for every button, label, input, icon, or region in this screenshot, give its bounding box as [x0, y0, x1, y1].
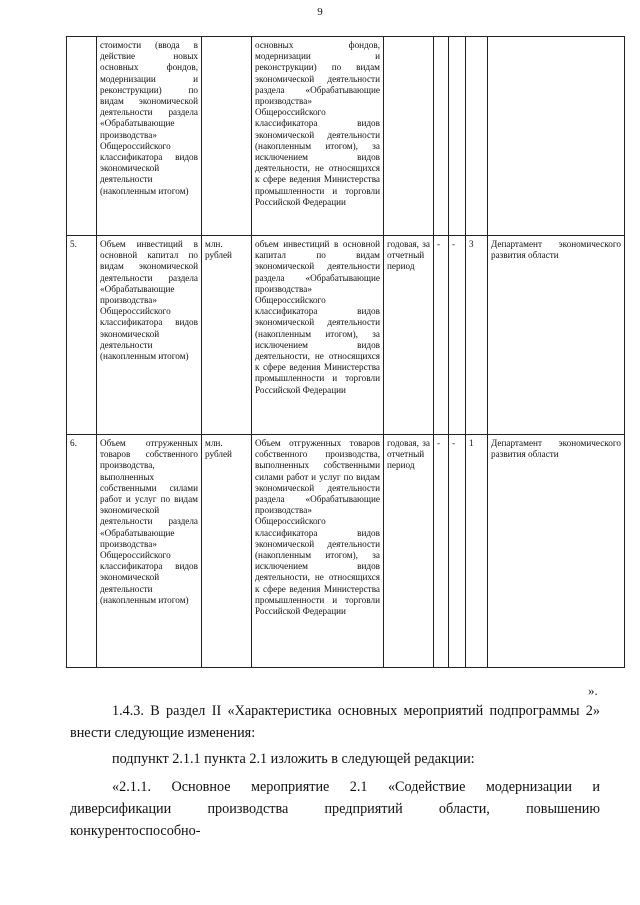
paragraph-subpoint-change: подпункт 2.1.1 пункта 2.1 изложить в следующей редакции:	[112, 751, 475, 767]
indicator-name: Объем отгруженных товаров собственного производства, выполненных собственными силами работ и услуг по видам экономической деятельности раздела «Обрабатывающие производства» Общероссийского классификатора видов экономической деятельности (накопленным итогом)	[97, 435, 202, 668]
row-number	[67, 37, 97, 236]
calculation-method: Объем отгруженных товаров собственного производства, выполненных собственными силами работ и услуг по видам экономической деятельности раздела «Обрабатывающие производства» Общероссийского классификатора видов экономической деятельности (накопленным итогом), за исключением видов деятельности, не относящихся к сфере ведения Министерства промышленности и торговли Российской Федерации	[252, 435, 384, 668]
column-7	[466, 37, 488, 236]
row-number: 5.	[67, 236, 97, 435]
calculation-method: основных фондов, модернизации и реконструкции) по видам экономической деятельности раздела «Обрабатывающие производства» Общероссийского классификатора видов экономической деятельности (накопленным итогом), за исключением видов деятельности, не относящихся к сфере ведения Министерства промышленности и торговли Российской Федерации	[252, 37, 384, 236]
responsible: Департамент экономического развития области	[488, 435, 625, 668]
column-7: 3	[466, 236, 488, 435]
unit: млн. рублей	[202, 435, 252, 668]
table-row	[67, 236, 625, 435]
indicator-name: стоимости (ввода в действие новых основных фондов, модернизации и реконструкции) по видам экономической деятельности раздела «Обрабатывающие производства» Общероссийского классификатора видов экономической деятельности (накопленным итогом)	[97, 37, 202, 236]
responsible: Департамент экономического развития области	[488, 236, 625, 435]
column-5: -	[434, 236, 449, 435]
unit: млн. рублей	[202, 236, 252, 435]
periodicity	[384, 37, 434, 236]
periodicity: годовая, за отчетный период	[384, 435, 434, 668]
unit	[202, 37, 252, 236]
column-7: 1	[466, 435, 488, 668]
indicators-table	[66, 36, 625, 668]
column-6: -	[449, 236, 466, 435]
paragraph-section-change: 1.4.3. В раздел II «Характеристика основных мероприятий подпрограммы 2» внести следующие изменения:	[70, 703, 600, 741]
column-6	[449, 37, 466, 236]
table-row	[67, 37, 625, 236]
periodicity: годовая, за отчетный период	[384, 236, 434, 435]
row-number: 6.	[67, 435, 97, 668]
column-5	[434, 37, 449, 236]
table-row	[67, 435, 625, 668]
column-5: -	[434, 435, 449, 668]
closing-quote-mark: ».	[588, 683, 598, 698]
column-6: -	[449, 435, 466, 668]
calculation-method: объем инвестиций в основной капитал по видам экономической деятельности раздела «Обрабатывающие производства» Общероссийского классификатора видов экономической деятельности (накопленным итогом), за исключением видов деятельности, не относящихся к сфере ведения Министерства промышленности и торговли Российской Федерации	[252, 236, 384, 435]
paragraph-main-activity: «2.1.1. Основное мероприятие 2.1 «Содействие модернизации и диверсификации производства предприятий области, повышению конкурентоспособно-	[70, 779, 600, 839]
indicator-name: Объем инвестиций в основной капитал по видам экономической деятельности раздела «Обрабатывающие производства» Общероссийского классификатора видов экономической деятельности (накопленным итогом)	[97, 236, 202, 435]
page-number: 9	[317, 6, 323, 18]
responsible	[488, 37, 625, 236]
